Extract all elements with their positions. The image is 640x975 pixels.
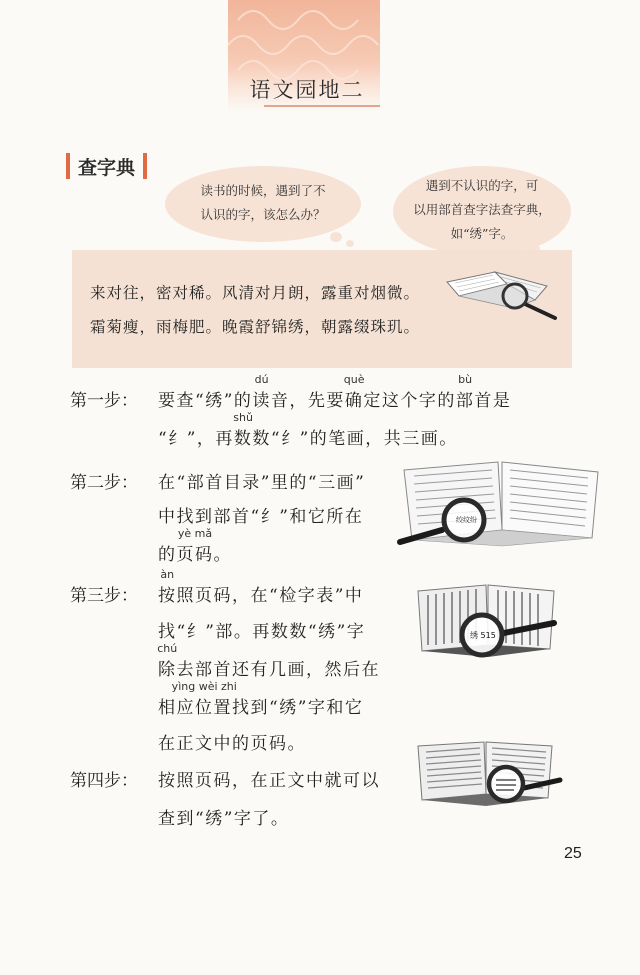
question-bubble — [165, 166, 361, 242]
pinyin: yìng wèi zhi — [171, 680, 237, 693]
couplet-line-2: 霜菊瘦，雨梅肥。晚霞舒锦绣，朝露缀珠玑。 — [90, 318, 421, 336]
step-2-label: 第二步： — [70, 473, 138, 493]
hanzi: 除 — [158, 660, 177, 680]
pinyin: dú — [254, 373, 269, 386]
hanzi: 确 — [344, 391, 364, 411]
page-title: 语文园地二 — [249, 78, 365, 102]
section-label-text: 查字典 — [78, 156, 136, 179]
bubble-line: 以用部首查字法查字典， — [413, 202, 551, 217]
hanzi: 读 — [252, 391, 271, 411]
page-number: 25 — [564, 845, 582, 862]
pinyin: shǔ — [233, 411, 253, 424]
step-3-line-3 — [157, 642, 380, 680]
text-segment: 的 — [158, 545, 177, 565]
step-4-line-2: 查到“绣”字了。 — [158, 809, 290, 829]
hanzi: 部 — [455, 391, 475, 411]
text-segment: 去部首还有几画，然后在 — [176, 660, 380, 680]
hanzi: 应位置 — [176, 698, 232, 718]
pinyin: què — [343, 373, 365, 386]
couplet-line-1: 来对往，密对稀。风清对月朗，露重对烟微。 — [90, 284, 421, 302]
step-3-label: 第三步： — [70, 586, 138, 606]
step-3-line-2: 找“纟”部。再数数“绣”字 — [158, 622, 366, 642]
pinyin: yè mǎ — [177, 527, 213, 540]
hanzi: 按 — [158, 586, 177, 606]
hanzi: 数 — [233, 429, 253, 449]
answer-bubble — [393, 166, 571, 256]
pinyin: àn — [160, 568, 175, 581]
pinyin-word — [158, 568, 177, 606]
bubble-dot — [330, 232, 342, 242]
tag-bar-left — [66, 153, 70, 179]
step-1-line-2 — [158, 411, 458, 449]
text-segment: 。 — [213, 545, 232, 565]
magnified-entry: 绞纹纷 — [456, 516, 477, 524]
text-segment: 音，先要 — [270, 391, 345, 411]
bubble-dot — [346, 240, 354, 247]
step-1-label: 第一步： — [70, 391, 138, 411]
text-segment: 要查“绣”的 — [158, 391, 253, 411]
step-1-line-1 — [158, 373, 512, 411]
text-segment: 照页码，在“检字表”中 — [176, 586, 364, 606]
pinyin-word — [343, 373, 365, 411]
bubble-line: 遇到不认识的字，可 — [425, 178, 539, 193]
step-4-line-1: 按照页码，在正文中就可以 — [158, 771, 380, 791]
text-segment: 数“纟”的笔画，共三画。 — [252, 429, 458, 449]
pinyin: chú — [157, 642, 178, 655]
pinyin-word — [171, 680, 237, 718]
book-magnifier-icon — [443, 268, 563, 326]
text-segment: 相 — [158, 698, 177, 718]
title-underline — [264, 105, 380, 107]
step-4-label: 第四步： — [70, 771, 138, 791]
step-3-line-1 — [158, 568, 364, 606]
step-2-line-2: 中找到部首“纟”和它所在 — [158, 507, 364, 527]
step-2-line-3 — [158, 527, 232, 565]
magnified-entry: 绣 515 — [470, 631, 496, 640]
hanzi: 页码 — [176, 545, 214, 565]
index-table-illustration — [414, 583, 566, 663]
dictionary-index-illustration — [398, 458, 606, 550]
pinyin: bù — [458, 373, 473, 386]
bubble-line: 认识的字，该怎么办？ — [200, 207, 326, 222]
pinyin-word — [455, 373, 475, 411]
bubble-line: 如“绣”字。 — [450, 226, 514, 241]
pinyin-word — [233, 411, 253, 449]
pinyin-word — [252, 373, 271, 411]
pinyin-word — [157, 642, 178, 680]
section-label — [66, 152, 147, 180]
text-segment: 定这个字的 — [363, 391, 456, 411]
step-3-line-4 — [158, 680, 364, 718]
text-segment: “纟”，再 — [158, 429, 234, 449]
pinyin-word — [176, 527, 214, 565]
step-3-line-5: 在正文中的页码。 — [158, 734, 306, 754]
tag-bar-right — [143, 153, 147, 179]
step-2-line-1: 在“部首目录”里的“三画” — [158, 473, 366, 493]
text-segment: 找到“绣”字和它 — [232, 698, 364, 718]
dictionary-page-illustration — [414, 740, 564, 810]
bubble-line: 读书的时候，遇到了不 — [200, 183, 326, 198]
text-segment: 首是 — [474, 391, 512, 411]
